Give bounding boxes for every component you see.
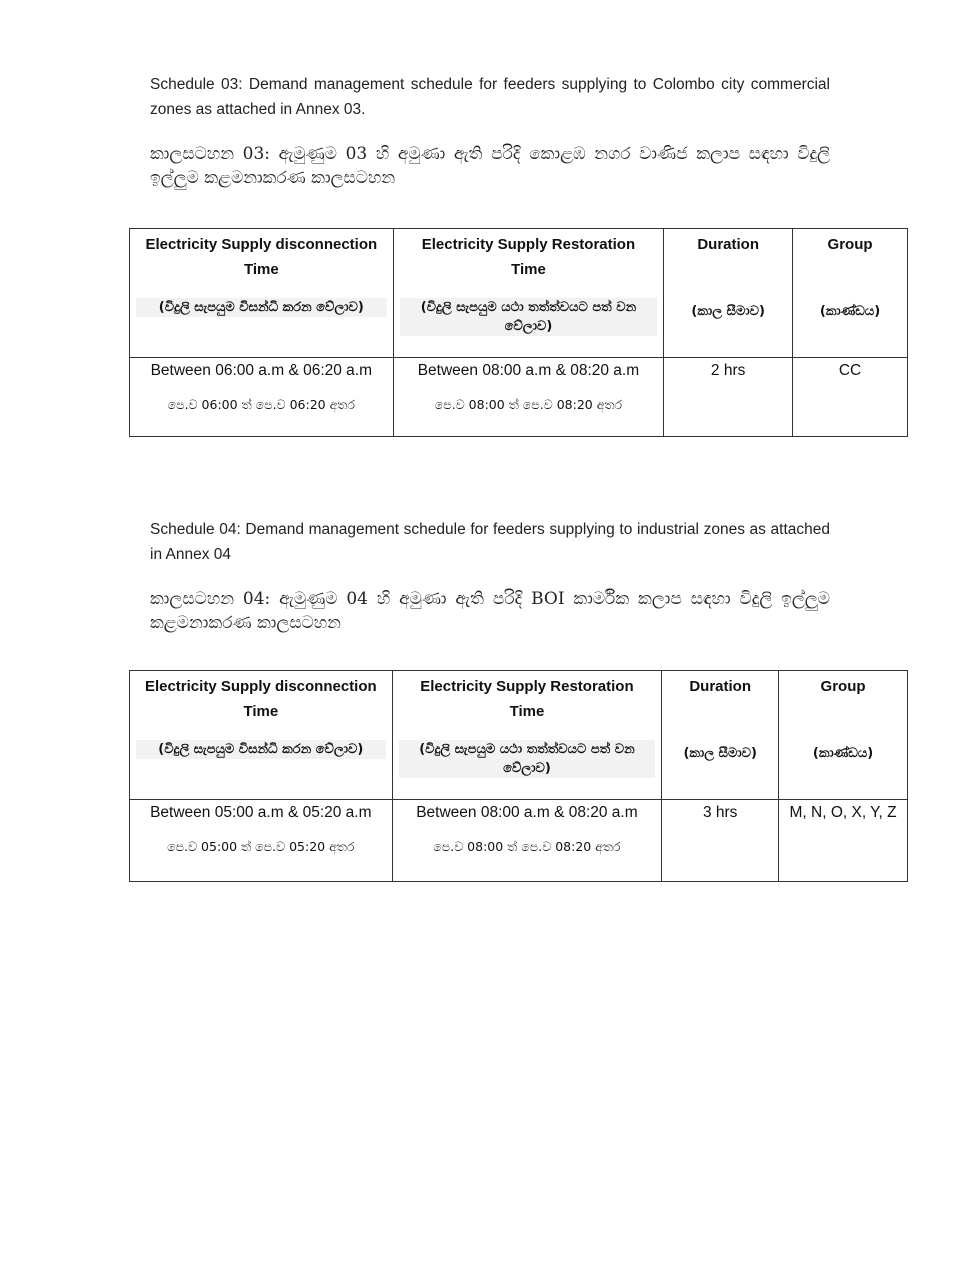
cell-duration-value: 2 hrs	[710, 362, 746, 379]
schedule-03-table	[129, 228, 908, 437]
header-restoration-en: Electricity Supply Restoration Time	[421, 236, 636, 278]
header-duration	[664, 229, 793, 358]
header-group-en: Group	[827, 236, 873, 253]
cell-disconnection	[130, 800, 393, 882]
table-header-row	[130, 671, 908, 800]
header-restoration-si: (විදුලි සැපයුම යථා තත්ත්වයට පත් වන වේලාව)	[400, 298, 658, 336]
header-restoration	[392, 671, 662, 800]
header-disconnection-en: Electricity Supply disconnection Time	[144, 678, 377, 720]
cell-restoration	[392, 800, 662, 882]
cell-restoration-en: Between 08:00 a.m & 08:20 a.m	[416, 804, 638, 821]
header-group-en: Group	[820, 678, 866, 695]
table-header-row	[130, 229, 908, 358]
cell-group	[779, 800, 908, 882]
cell-group	[793, 358, 908, 437]
header-disconnection-si: (විදුලි සැපයුම විසන්ධි කරන වේලාව)	[136, 740, 386, 759]
header-group-si: (කාණ්ඩය)	[819, 304, 881, 319]
header-restoration-si: (විදුලි සැපයුම යථා තත්ත්වයට පත් වන වේලාව)	[399, 740, 656, 778]
schedule-03-heading-en: Schedule 03: Demand management schedule for feeders supplying to Colombo city commercial zones as attached in Annex 03.	[150, 76, 830, 118]
schedule-04-table	[129, 670, 908, 882]
header-duration	[662, 671, 779, 800]
cell-duration	[662, 800, 779, 882]
cell-restoration-si: පෙ.ව 08:00 ත් පෙ.ව 08:20 අතර	[434, 397, 623, 412]
table-row	[130, 358, 908, 437]
cell-group-value: CC	[838, 362, 862, 379]
header-duration-en: Duration	[689, 678, 752, 695]
cell-restoration	[393, 358, 664, 437]
header-disconnection-si: (විදුලි සැපයුම විසන්ධි කරන වේලාව)	[136, 298, 387, 317]
header-group	[793, 229, 908, 358]
cell-disconnection-si: පෙ.ව 06:00 ත් පෙ.ව 06:20 අතර	[167, 397, 355, 412]
table-row	[130, 800, 908, 882]
cell-disconnection-en: Between 05:00 a.m & 05:20 a.m	[150, 804, 372, 821]
header-group-si: (කාණ්ඩය)	[812, 746, 874, 761]
header-duration-si: (කාල සීමාව)	[683, 746, 757, 761]
schedule-04-heading-en: Schedule 04: Demand management schedule for feeders supplying to industrial zones as attached in Annex 04	[150, 521, 830, 563]
header-disconnection	[130, 671, 393, 800]
cell-disconnection-en: Between 06:00 a.m & 06:20 a.m	[150, 362, 373, 379]
header-disconnection-en: Electricity Supply disconnection Time	[145, 236, 378, 278]
schedule-04-heading-si: කාලසටහන 04: ඇමුණුම 04 හි අමුණා ඇති පරිදි BOI කාර්මික කලාප සඳහා විදුලි ඉල්ලුම කළමනාකරණ කාලසටහන	[150, 589, 830, 633]
cell-group-value: M, N, O, X, Y, Z	[789, 804, 897, 821]
cell-restoration-en: Between 08:00 a.m & 08:20 a.m	[417, 362, 640, 379]
header-duration-si: (කාල සීමාව)	[691, 304, 765, 319]
cell-duration	[664, 358, 793, 437]
cell-disconnection-si: පෙ.ව 05:00 ත් පෙ.ව 05:20 අතර	[167, 839, 355, 854]
header-restoration-en: Electricity Supply Restoration Time	[420, 678, 634, 720]
header-group	[779, 671, 908, 800]
header-restoration	[393, 229, 664, 358]
cell-disconnection	[130, 358, 394, 437]
cell-restoration-si: පෙ.ව 08:00 ත් පෙ.ව 08:20 අතර	[433, 839, 621, 854]
header-disconnection	[130, 229, 394, 358]
header-duration-en: Duration	[697, 236, 759, 253]
cell-duration-value: 3 hrs	[702, 804, 738, 821]
schedule-03-heading-si: කාලසටහන 03: ඇමුණුම 03 හි අමුණා ඇති පරිදි කොළඹ නගර වාණිජ කලාප සඳහා විදුලි ඉල්ලුම කළමනාකරණ කාලසටහන	[150, 144, 830, 188]
